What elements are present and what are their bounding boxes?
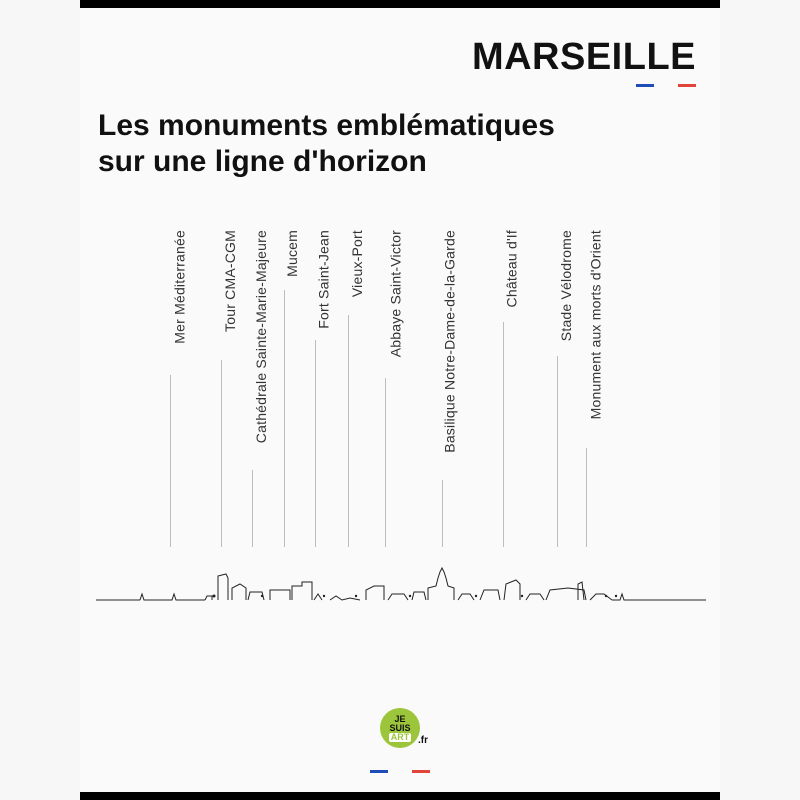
logo-domain: .fr — [418, 735, 428, 746]
flag-blue-bottom — [370, 770, 388, 773]
label-text: Mucem — [284, 230, 300, 277]
subtitle-line-2: sur une ligne d'horizon — [98, 145, 427, 178]
label-text: Mer Méditerranée — [172, 230, 188, 344]
monument-label-cathedrale — [231, 230, 269, 550]
monument-label-abbaye — [365, 230, 403, 550]
subtitle-line-1: Les monuments emblématiques — [98, 109, 555, 142]
label-text: Vieux-Port — [349, 230, 365, 298]
label-text: Château d'If — [503, 230, 519, 308]
monument-label-stade — [536, 230, 574, 550]
label-text: Monument aux morts d'Orient — [587, 230, 603, 420]
flag-red-bottom — [412, 770, 430, 773]
logo-line-1: JE — [394, 713, 406, 724]
flag-blue-top — [636, 84, 654, 87]
monument-label-mer — [150, 230, 188, 550]
leader-line — [442, 480, 443, 547]
leader-line — [385, 378, 386, 547]
label-text: Basilique Notre-Dame-de-la-Garde — [442, 230, 458, 453]
skyline-drawing — [0, 560, 800, 620]
leader-line — [284, 290, 285, 547]
leader-line — [221, 360, 222, 547]
monument-label-vieux-port — [327, 230, 365, 550]
monument-label-chateau-if — [481, 230, 519, 550]
leader-line — [252, 470, 253, 547]
leader-line — [557, 356, 558, 547]
subtitle — [98, 108, 658, 180]
top-border — [80, 0, 720, 8]
je-suis-art-logo — [380, 708, 420, 748]
bottom-border — [80, 792, 720, 800]
monument-label-tour-cma-cgm — [200, 230, 238, 550]
logo-line-2: SUIS — [389, 722, 411, 733]
label-text: Cathédrale Sainte-Marie-Majeure — [253, 230, 269, 444]
monument-label-monument-orient — [565, 230, 603, 550]
leader-line — [170, 375, 171, 547]
leader-line — [348, 315, 349, 547]
leader-line — [586, 448, 587, 547]
label-text: Fort Saint-Jean — [316, 230, 332, 329]
label-text: Stade Vélodrome — [558, 230, 574, 342]
label-text: Abbaye Saint-Victor — [387, 230, 403, 358]
flag-red-top — [678, 84, 696, 87]
city-title: MARSEILLE — [471, 36, 696, 78]
monument-label-fort-saint-jean — [294, 230, 332, 550]
logo-line-3: ART — [390, 731, 410, 742]
leader-line — [503, 322, 504, 547]
leader-line — [315, 340, 316, 547]
monument-label-basilique — [420, 230, 458, 550]
label-text: Tour CMA-CGM — [222, 230, 238, 332]
monument-label-mucem — [262, 230, 300, 550]
